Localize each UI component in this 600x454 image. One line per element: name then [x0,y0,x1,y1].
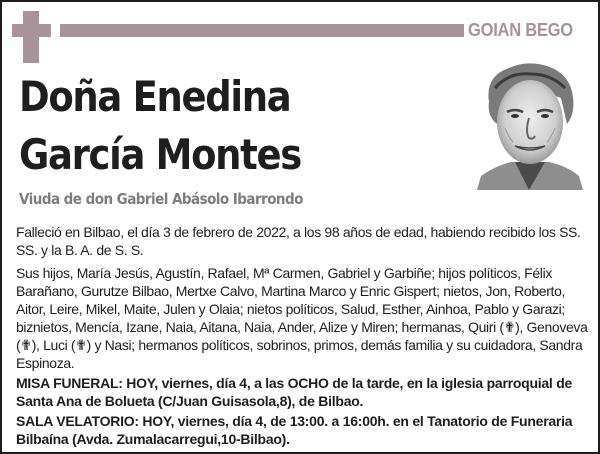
portrait-photo-icon [475,58,585,190]
deceased-name-line-2: García Montes [19,130,301,179]
obituary-body [16,223,590,450]
family-paragraph: Sus hijos, María Jesús, Agustín, Rafael, Mª Carmen, Gabriel y Garbiñe; hijos políticos, Félix Barañano, Gurutze Bilbao, Mertxe Calvo, Martina Marco y Enric Gispert; nietos, Jon, Roberto, Aitor, Leire, Mikel, Maite, Julen y Olaia; nietos políticos, Salud, Esther, Ainhoa, Pablo y Garazi; biznietos, Mencía, Izane, Naia, Aitana, Naia, Ander, Alize y Miren; hermanas, Quiri (✟), Genoveva (✟), Luci (✟) y Nasi; hermanos políticos, sobrinos, primos, demás familia y su cuidadora, Sandra Espinoza. [16,265,588,371]
cross-icon [23,11,39,63]
widow-subtitle: Viuda de don Gabriel Abásolo Ibarrondo [19,190,303,208]
deceased-name-line-1: Doña Enedina [19,72,291,121]
death-notice-paragraph: Falleció en Bilbao, el día 3 de febrero de 2022, a los 98 años de edad, habiendo recibido los SS. SS. y la B. A. de S. S. [16,224,581,258]
funeral-mass-paragraph: MISA FUNERAL: HOY, viernes, día 4, a las OCHO de la tarde, en la iglesia parroquial de Santa Ana de Bolueta (C/Juan Guisasola,8), de Bilbao. [16,375,573,409]
header-divider-bar [60,24,464,37]
brand-label: GOIAN BEGO [468,20,573,40]
cross-icon-arm [12,24,51,37]
portrait-photo [475,58,585,190]
wake-room-paragraph: SALA VELATORIO: HOY, viernes, día 4, de 13:00. a 16:00h. en el Tanatorio de Funeraria Bilbaína (Avda. Zumalacarregui,10-Bilbao). [16,413,573,447]
